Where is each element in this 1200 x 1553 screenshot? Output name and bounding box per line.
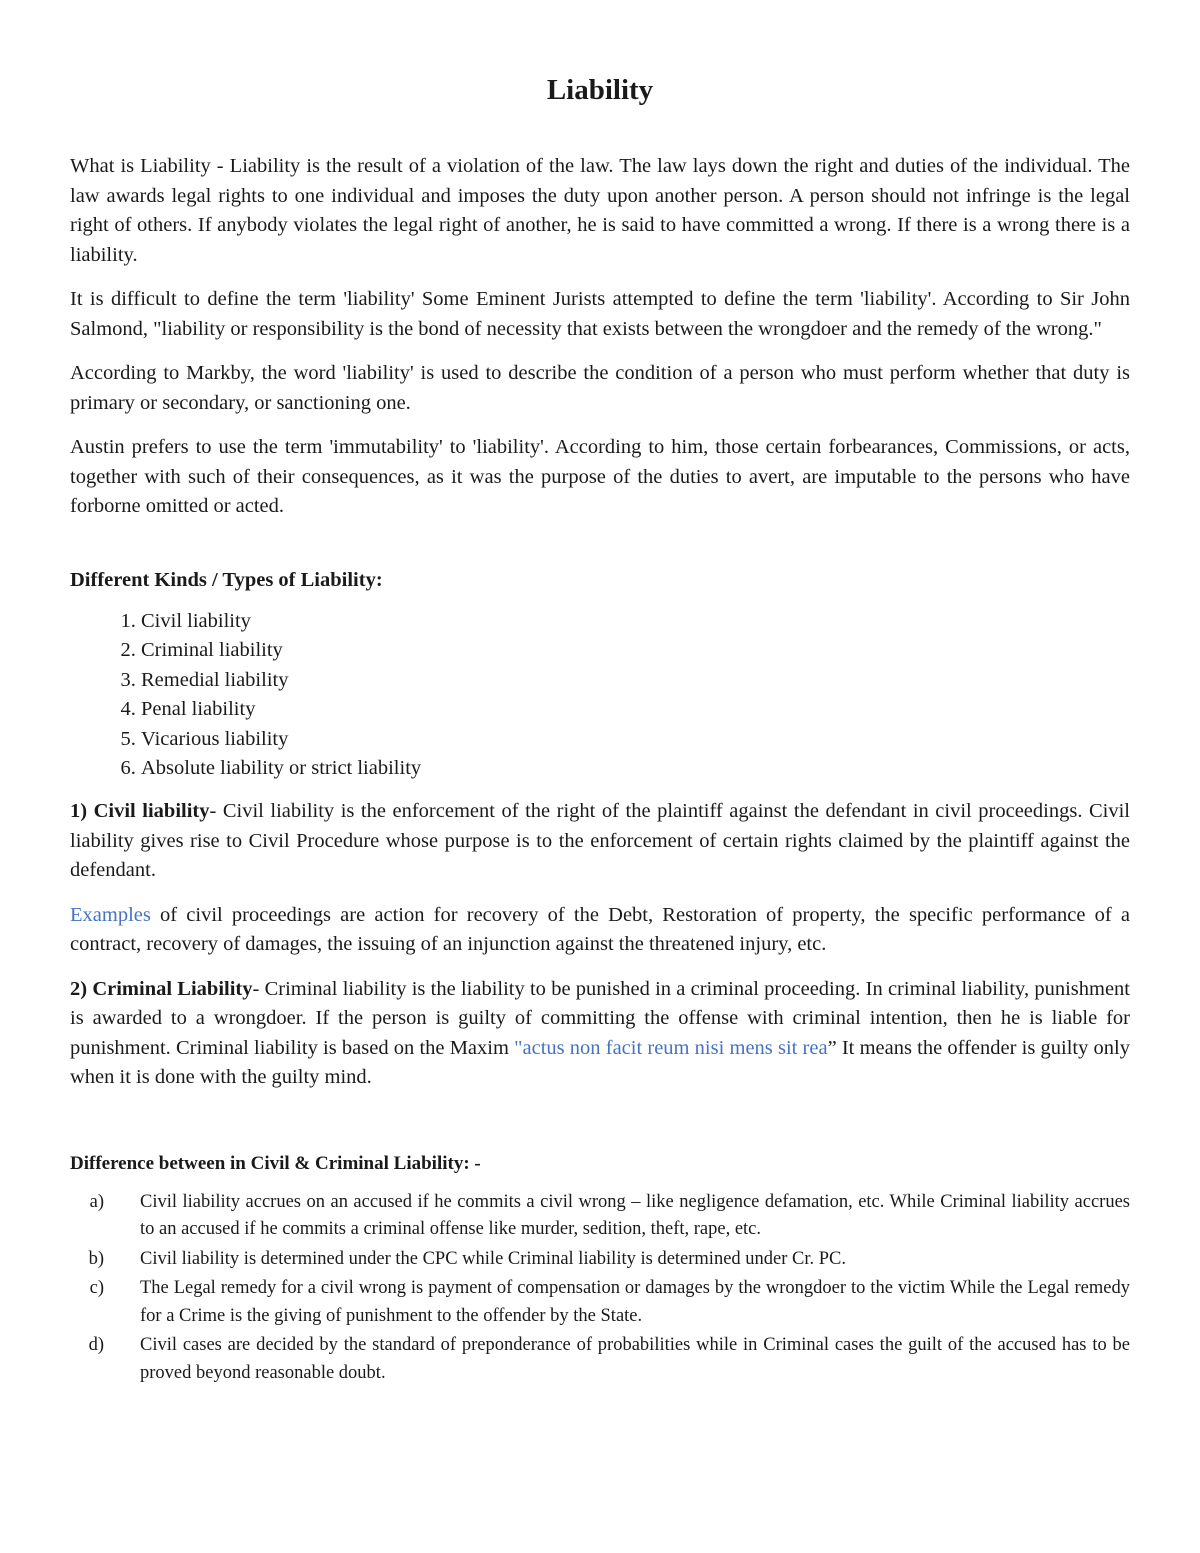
difference-item [70, 1246, 1130, 1274]
criminal-liability-text: - Criminal liability is the liability to be punished in a criminal proceeding. In criminal liability, punishment is awarded to a wrongdoer. If the person is guilty of committing the offense with criminal intention, then he is liable for punishment. Criminal liability is based on the Maxim [70, 977, 1130, 1059]
difference-heading: Difference between in Civil & Criminal Liability: - [70, 1152, 481, 1174]
kinds-item: 5. Vicarious liability [141, 725, 1130, 754]
criminal-liability-paragraph [70, 975, 1130, 1093]
intro-paragraph-2: It is difficult to define the term 'liability' Some Eminent Jurists attempted to define the term 'liability'. According to Sir John Salmond, "liability or responsibility is the bond of necessity that exists between the wrongdoer and the remedy of the wrong." [70, 288, 1130, 340]
maxim-link[interactable]: "actus non facit reum nisi mens sit rea [514, 1036, 828, 1059]
difference-text: The Legal remedy for a civil wrong is payment of compensation or damages by the wrongdoer to the victim While the Legal remedy for a Crime is the giving of punishment to the offender by the State. [140, 1278, 1130, 1326]
kinds-list [70, 607, 1130, 783]
intro-paragraph-3: According to Markby, the word 'liability' is used to describe the condition of a person who must perform whether that duty is primary or secondary, or sanctioning one. [70, 362, 1130, 414]
criminal-liability-after: ” It means the offender is guilty only when it is done with the guilty mind. [70, 1036, 1130, 1089]
difference-text: Civil liability is determined under the CPC while Criminal liability is determined under Cr. PC. [140, 1248, 847, 1269]
difference-item [70, 1189, 1130, 1244]
kinds-item: 6. Absolute liability or strict liability [141, 754, 1130, 783]
page-title: Liability [546, 74, 654, 106]
difference-marker: b) [88, 1248, 104, 1269]
difference-text: Civil cases are decided by the standard of preponderance of probabilities while in Criminal cases the guilt of the accused has to be proved beyond reasonable doubt. [140, 1335, 1130, 1383]
civil-liability-paragraph [70, 797, 1130, 886]
difference-list [70, 1189, 1130, 1388]
kinds-item: 4. Penal liability [141, 695, 1130, 724]
examples-link[interactable]: Examples [70, 903, 151, 926]
difference-text: Civil liability accrues on an accused if he commits a civil wrong – like negligence defamation, etc. While Criminal liability accrues to an accused if he commits a criminal offense like murder, sedition, theft, rape, etc. [140, 1191, 1130, 1240]
kinds-item: 3. Remedial liability [141, 666, 1130, 695]
intro-paragraph-1: What is Liability - Liability is the result of a violation of the law. The law lays down the right and duties of the individual. The law awards legal rights to one individual and imposes the duty upon another person. A person should not infringe is the legal right of others. If anybody violates the legal right of another, he is said to have committed a wrong. If there is a wrong there is a liability. [70, 155, 1130, 266]
intro-paragraph-4: Austin prefers to use the term 'immutability' to 'liability'. According to him, those certain forbearances, Commissions, or acts, together with such of their consequences, as it was the purpose of the duties to avert, are imputable to the persons who have forborne omitted or acted. [70, 436, 1130, 517]
difference-item [70, 1275, 1130, 1330]
criminal-liability-label: 2) Criminal Liability [70, 977, 253, 1000]
difference-item [70, 1332, 1130, 1387]
kinds-heading: Different Kinds / Types of Liability: [70, 568, 383, 591]
civil-examples-paragraph [70, 901, 1130, 960]
difference-marker: a) [89, 1191, 104, 1212]
civil-liability-label: 1) Civil liability [70, 800, 210, 823]
civil-examples-text: of civil proceedings are action for recovery of the Debt, Restoration of property, the specific performance of a contract, recovery of damages, the issuing of an injunction against the threatened injury, etc. [70, 903, 1130, 956]
kinds-item: 2. Criminal liability [141, 636, 1130, 665]
civil-liability-text: - Civil liability is the enforcement of the right of the plaintiff against the defendant in civil proceedings. Civil liability gives rise to Civil Procedure whose purpose is to the enforcement of certain rights claimed by the plaintiff against the defendant. [70, 800, 1130, 882]
difference-marker: d) [88, 1335, 104, 1356]
difference-marker: c) [89, 1278, 104, 1299]
kinds-item: 1. Civil liability [141, 607, 1130, 636]
